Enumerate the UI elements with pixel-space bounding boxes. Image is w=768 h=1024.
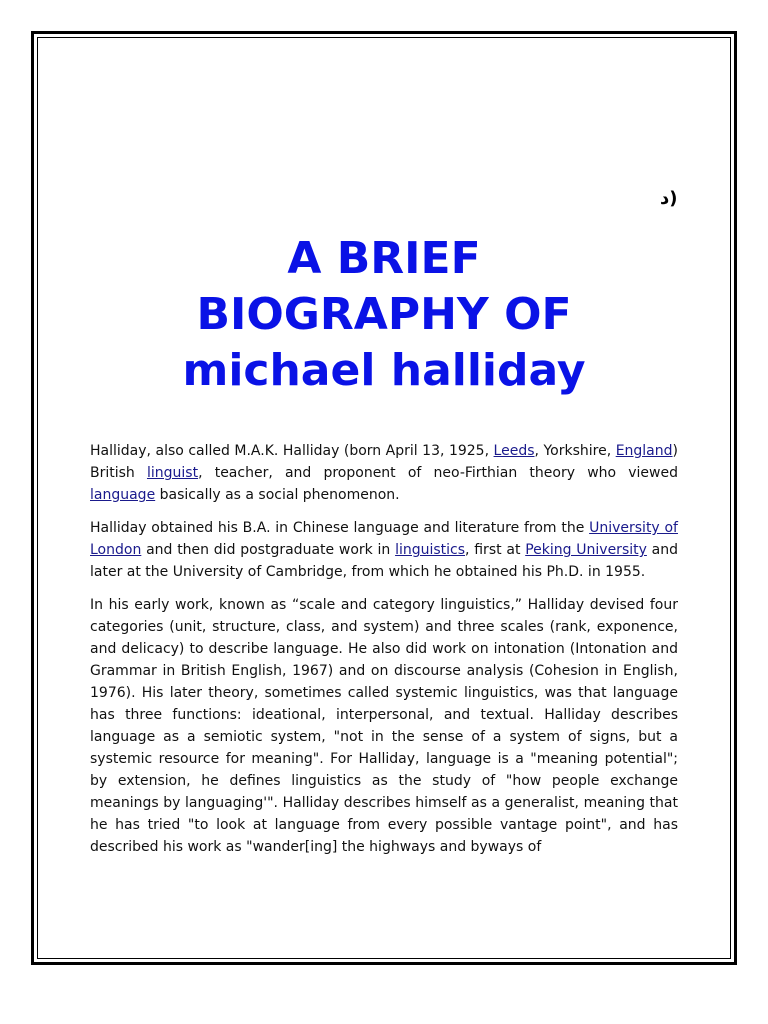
link-language[interactable]: language [90,487,156,503]
text-run: Halliday, also called M.A.K. Halliday (born April 13, 1925, [90,443,494,459]
text-run: , Yorkshire, [534,443,616,459]
paragraph-early-work: In his early work, known as “scale and category linguistics,” Halliday devised four categories (unit, structure, class, and system) and three scales (rank, exponence, and delicacy) to describe language. He also did work on intonation (Intonation and Grammar in British English, 1967) and on discourse analysis (Cohesion in English, 1976). His later theory, sometimes called systemic linguistics, was that language has three functions: ideational, interpersonal, and textual. Halliday describes language as a semiotic system, "not in the sense of a system of signs, but a systemic resource for meaning". For Halliday, language is a "meaning potential"; by extension, he defines linguistics as the study of "how people exchange meanings by languaging'". Halliday describes himself as a generalist, meaning that he has tried "to look at language from every possible vantage point", and has described his work as "wander[ing] the highways and byways of [90,597,678,855]
text-run: Halliday obtained his B.A. in Chinese language and literature from the [90,520,590,536]
paragraph-intro [90,440,678,506]
title-line-3: michael halliday [182,345,586,396]
text-run: and then did postgraduate work in [141,542,396,558]
paragraph-education [90,517,678,583]
text-run: basically as a social phenomenon. [155,487,400,503]
title-line-2: BIOGRAPHY OF [196,289,572,340]
document-body [90,440,678,869]
link-linguist[interactable]: linguist [146,465,199,481]
link-linguistics[interactable]: linguistics [395,542,466,558]
title-line-1: A BRIEF [287,233,481,284]
link-england[interactable]: England [615,443,673,459]
document-title [90,231,678,399]
text-run: , teacher, and proponent of neo-Firthian theory who viewed [198,465,678,481]
corner-mark: د) [660,188,678,209]
link-peking-university[interactable]: Peking University [525,542,647,558]
link-university-of-london[interactable]: University of London [90,520,678,558]
link-leeds[interactable]: Leeds [493,443,535,459]
text-run: , first at [465,542,526,558]
text-run: and later at the University of Cambridge, from which he obtained his Ph.D. in 1955. [90,542,679,580]
text-run: ) British [90,443,678,481]
